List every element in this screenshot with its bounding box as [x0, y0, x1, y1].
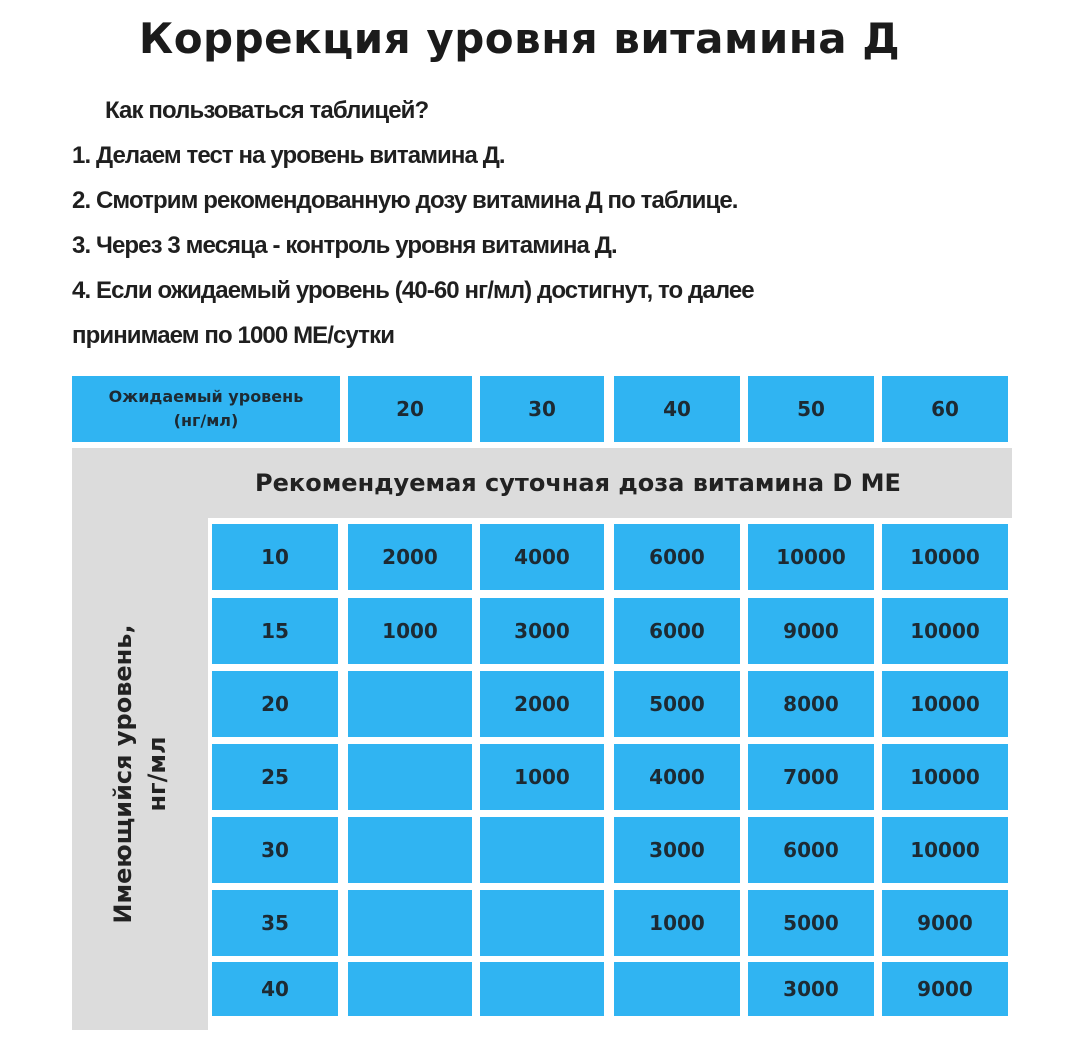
dose-cell: 6000 [614, 598, 740, 664]
current-level-label-line1: Имеющийся уровень, [109, 624, 137, 924]
expected-level-cell: 30 [480, 376, 604, 442]
dose-cell [480, 962, 604, 1016]
dose-cell [348, 890, 472, 956]
instructions-question: Как пользоваться таблицей? [105, 97, 429, 124]
expected-level-header [72, 376, 340, 442]
current-level-cell: 20 [212, 671, 338, 737]
dose-cell: 1000 [614, 890, 740, 956]
dose-cell: 10000 [882, 524, 1008, 590]
current-level-label [72, 518, 208, 1030]
dose-cell: 9000 [882, 890, 1008, 956]
instruction-step: 4. Если ожидаемый уровень (40-60 нг/мл) достигнут, то далее [72, 277, 754, 304]
current-level-label-line2: нг/мл [143, 736, 171, 812]
expected-level-cell: 50 [748, 376, 874, 442]
instruction-step: принимаем по 1000 МЕ/сутки [72, 322, 395, 349]
instruction-step: 2. Смотрим рекомендованную дозу витамина Д по таблице. [72, 187, 738, 214]
current-level-cell: 30 [212, 817, 338, 883]
dose-cell: 1000 [480, 744, 604, 810]
dose-cell: 5000 [614, 671, 740, 737]
dose-cell: 6000 [748, 817, 874, 883]
dose-cell: 3000 [480, 598, 604, 664]
dose-cell [348, 671, 472, 737]
dose-cell: 10000 [748, 524, 874, 590]
dose-cell [480, 817, 604, 883]
dose-cell [480, 890, 604, 956]
dose-cell: 5000 [748, 890, 874, 956]
dose-cell: 4000 [614, 744, 740, 810]
page-title: Коррекция уровня витамина Д [138, 14, 901, 63]
current-level-cell: 10 [212, 524, 338, 590]
dose-cell [348, 817, 472, 883]
expected-level-cell: 40 [614, 376, 740, 442]
dose-cell [348, 744, 472, 810]
expected-level-header-line2: (нг/мл) [173, 411, 239, 430]
instruction-step: 1. Делаем тест на уровень витамина Д. [72, 142, 505, 169]
dose-cell: 10000 [882, 817, 1008, 883]
dose-cell [614, 962, 740, 1016]
dose-cell: 2000 [348, 524, 472, 590]
dose-cell: 1000 [348, 598, 472, 664]
dose-cell: 10000 [882, 671, 1008, 737]
dose-cell: 9000 [748, 598, 874, 664]
expected-level-header-line1: Ожидаемый уровень [108, 387, 304, 406]
dose-caption: Рекомендуемая суточная доза витамина D МЕ [255, 469, 901, 497]
instruction-step: 3. Через 3 месяца - контроль уровня витамина Д. [72, 232, 617, 259]
dose-cell: 6000 [614, 524, 740, 590]
expected-level-cell: 60 [882, 376, 1008, 442]
dose-cell: 4000 [480, 524, 604, 590]
instructions [72, 88, 1032, 358]
dose-cell: 7000 [748, 744, 874, 810]
current-level-cell: 15 [212, 598, 338, 664]
dose-cell: 10000 [882, 744, 1008, 810]
dose-cell: 10000 [882, 598, 1008, 664]
current-level-cell: 40 [212, 962, 338, 1016]
dose-cell: 9000 [882, 962, 1008, 1016]
dose-cell: 8000 [748, 671, 874, 737]
dose-cell: 2000 [480, 671, 604, 737]
expected-level-cell: 20 [348, 376, 472, 442]
dose-cell: 3000 [748, 962, 874, 1016]
current-level-cell: 35 [212, 890, 338, 956]
current-level-cell: 25 [212, 744, 338, 810]
dose-cell: 3000 [614, 817, 740, 883]
dose-cell [348, 962, 472, 1016]
